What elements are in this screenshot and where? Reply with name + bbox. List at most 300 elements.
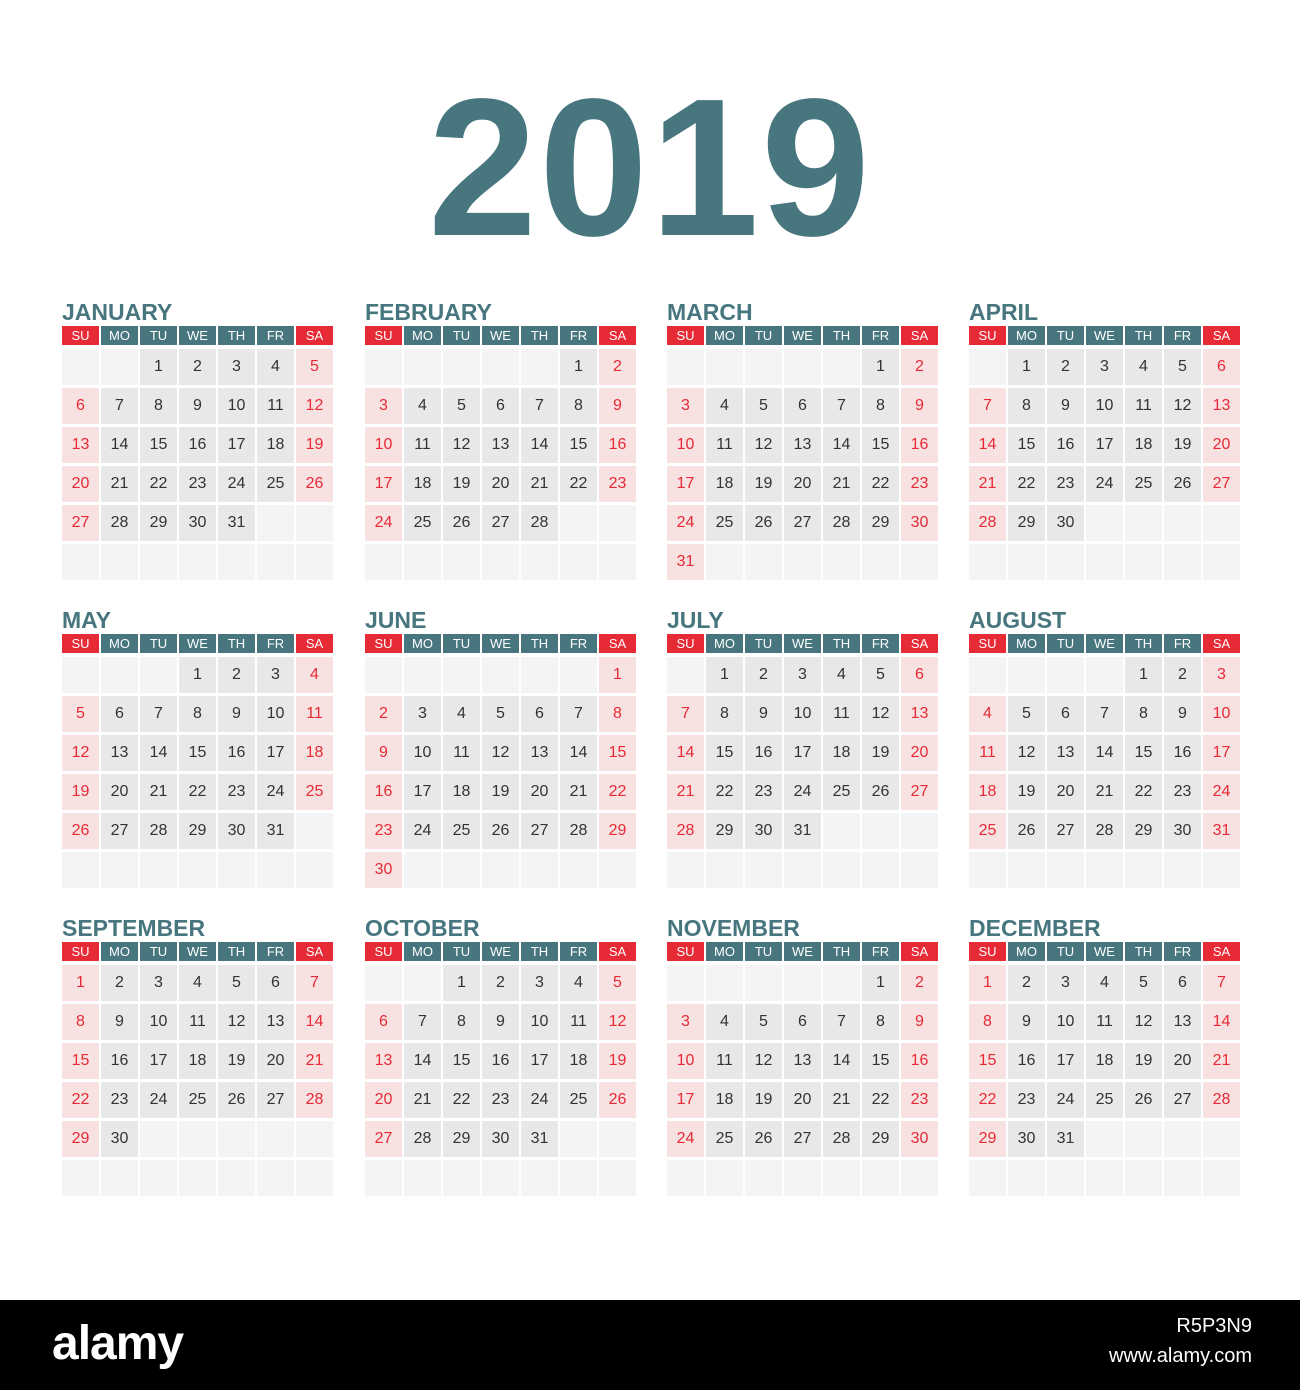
day-cell: 9 (1008, 1004, 1045, 1040)
day-cell: 25 (257, 466, 294, 502)
empty-cell (745, 544, 782, 580)
empty-cell (296, 505, 333, 541)
empty-cell (365, 1160, 402, 1196)
day-cell: 13 (784, 427, 821, 463)
day-cell: 27 (257, 1082, 294, 1118)
weekday-header (62, 634, 332, 653)
empty-cell (706, 852, 743, 888)
day-cell: 10 (1203, 696, 1240, 732)
empty-cell (443, 349, 480, 385)
day-cell: 30 (1008, 1121, 1045, 1157)
weekday-header (365, 634, 635, 653)
day-cell: 29 (862, 505, 899, 541)
day-cell: 22 (560, 466, 597, 502)
empty-cell (784, 544, 821, 580)
day-cell: 13 (784, 1043, 821, 1079)
day-grid (365, 657, 635, 890)
day-cell: 8 (140, 388, 177, 424)
day-cell: 7 (1203, 965, 1240, 1001)
day-cell: 16 (365, 774, 402, 810)
empty-cell (1008, 544, 1045, 580)
day-cell: 9 (901, 1004, 938, 1040)
site-url: www.alamy.com (1109, 1345, 1252, 1367)
day-cell: 25 (404, 505, 441, 541)
day-cell: 6 (62, 388, 99, 424)
day-cell: 3 (667, 1004, 704, 1040)
day-cell: 20 (1047, 774, 1084, 810)
weekday-label: MO (706, 326, 743, 345)
day-cell: 24 (1047, 1082, 1084, 1118)
day-cell: 30 (1164, 813, 1201, 849)
weekday-label: SA (599, 942, 636, 961)
day-grid (969, 965, 1239, 1198)
empty-cell (560, 544, 597, 580)
day-cell: 23 (901, 466, 938, 502)
month-name: FEBRUARY (365, 299, 492, 325)
empty-cell (521, 657, 558, 693)
day-cell: 14 (140, 735, 177, 771)
weekday-label: MO (101, 326, 138, 345)
day-cell: 6 (101, 696, 138, 732)
day-cell: 25 (1125, 466, 1162, 502)
empty-cell (257, 1160, 294, 1196)
weekday-label: FR (862, 326, 899, 345)
weekday-label: WE (1086, 942, 1123, 961)
weekday-label: FR (560, 942, 597, 961)
month-april (969, 298, 1239, 588)
weekday-label: TU (1047, 326, 1084, 345)
weekday-label: TU (745, 634, 782, 653)
day-cell: 10 (404, 735, 441, 771)
empty-cell (599, 1160, 636, 1196)
empty-cell (62, 349, 99, 385)
empty-cell (969, 657, 1006, 693)
day-cell: 25 (706, 505, 743, 541)
day-cell: 22 (1125, 774, 1162, 810)
weekday-label: TU (140, 942, 177, 961)
day-cell: 17 (1047, 1043, 1084, 1079)
empty-cell (140, 657, 177, 693)
day-cell: 7 (404, 1004, 441, 1040)
day-cell: 29 (443, 1121, 480, 1157)
day-grid (365, 965, 635, 1198)
day-cell: 13 (365, 1043, 402, 1079)
day-grid (667, 965, 937, 1198)
weekday-header (365, 942, 635, 961)
day-cell: 16 (745, 735, 782, 771)
day-cell: 28 (1203, 1082, 1240, 1118)
empty-cell (560, 505, 597, 541)
day-cell: 1 (179, 657, 216, 693)
weekday-label: SA (1203, 326, 1240, 345)
weekday-header (667, 634, 937, 653)
weekday-label: MO (101, 942, 138, 961)
day-cell: 15 (969, 1043, 1006, 1079)
day-cell: 3 (140, 965, 177, 1001)
day-cell: 10 (140, 1004, 177, 1040)
day-cell: 21 (521, 466, 558, 502)
weekday-label: TH (521, 634, 558, 653)
day-cell: 25 (296, 774, 333, 810)
month-may (62, 606, 332, 896)
day-cell: 14 (296, 1004, 333, 1040)
day-cell: 3 (1086, 349, 1123, 385)
day-cell: 29 (706, 813, 743, 849)
day-cell: 19 (1125, 1043, 1162, 1079)
day-cell: 8 (1008, 388, 1045, 424)
day-cell: 3 (257, 657, 294, 693)
weekday-header (969, 326, 1239, 345)
day-cell: 20 (1164, 1043, 1201, 1079)
day-cell: 24 (667, 1121, 704, 1157)
day-cell: 17 (218, 427, 255, 463)
weekday-label: MO (404, 942, 441, 961)
day-grid (365, 349, 635, 582)
empty-cell (1047, 1160, 1084, 1196)
month-july (667, 606, 937, 896)
day-cell: 17 (365, 466, 402, 502)
empty-cell (101, 349, 138, 385)
day-cell: 19 (218, 1043, 255, 1079)
day-cell: 8 (862, 388, 899, 424)
weekday-label: SU (365, 942, 402, 961)
weekday-label: MO (706, 634, 743, 653)
weekday-label: WE (179, 326, 216, 345)
day-cell: 18 (706, 466, 743, 502)
day-cell: 17 (140, 1043, 177, 1079)
day-cell: 3 (521, 965, 558, 1001)
weekday-label: FR (560, 634, 597, 653)
day-cell: 24 (365, 505, 402, 541)
day-cell: 26 (482, 813, 519, 849)
day-cell: 27 (521, 813, 558, 849)
brand-logo: alamy (52, 1317, 184, 1370)
day-cell: 7 (140, 696, 177, 732)
day-cell: 25 (1086, 1082, 1123, 1118)
day-cell: 7 (667, 696, 704, 732)
day-cell: 5 (862, 657, 899, 693)
empty-cell (482, 657, 519, 693)
day-cell: 27 (365, 1121, 402, 1157)
day-grid (969, 349, 1239, 582)
month-name: JANUARY (62, 299, 173, 325)
day-cell: 27 (482, 505, 519, 541)
empty-cell (862, 1160, 899, 1196)
weekday-header (667, 326, 937, 345)
day-cell: 26 (296, 466, 333, 502)
day-cell: 13 (101, 735, 138, 771)
day-cell: 29 (1008, 505, 1045, 541)
weekday-label: TH (1125, 634, 1162, 653)
empty-cell (599, 505, 636, 541)
day-cell: 14 (823, 427, 860, 463)
day-cell: 21 (101, 466, 138, 502)
empty-cell (969, 349, 1006, 385)
day-cell: 30 (1047, 505, 1084, 541)
day-cell: 28 (1086, 813, 1123, 849)
weekday-label: WE (1086, 326, 1123, 345)
weekday-label: SA (1203, 942, 1240, 961)
day-cell: 8 (62, 1004, 99, 1040)
day-cell: 24 (140, 1082, 177, 1118)
empty-cell (101, 852, 138, 888)
empty-cell (179, 1121, 216, 1157)
day-cell: 20 (482, 466, 519, 502)
day-cell: 8 (706, 696, 743, 732)
day-cell: 15 (1008, 427, 1045, 463)
month-name: DECEMBER (969, 915, 1101, 941)
day-cell: 9 (482, 1004, 519, 1040)
empty-cell (745, 1160, 782, 1196)
day-grid (667, 657, 937, 890)
empty-cell (179, 544, 216, 580)
weekday-label: WE (1086, 634, 1123, 653)
day-cell: 27 (784, 505, 821, 541)
day-cell: 24 (667, 505, 704, 541)
weekday-label: FR (862, 634, 899, 653)
month-september (62, 914, 332, 1204)
empty-cell (706, 544, 743, 580)
day-cell: 25 (969, 813, 1006, 849)
empty-cell (365, 657, 402, 693)
weekday-label: TU (1047, 942, 1084, 961)
day-cell: 14 (101, 427, 138, 463)
month-name: MAY (62, 607, 111, 633)
day-cell: 13 (901, 696, 938, 732)
month-december (969, 914, 1239, 1204)
day-cell: 10 (218, 388, 255, 424)
empty-cell (521, 349, 558, 385)
day-cell: 17 (1203, 735, 1240, 771)
weekday-label: WE (482, 634, 519, 653)
day-cell: 19 (599, 1043, 636, 1079)
month-name: SEPTEMBER (62, 915, 206, 941)
empty-cell (1086, 1121, 1123, 1157)
day-cell: 9 (745, 696, 782, 732)
day-cell: 25 (706, 1121, 743, 1157)
day-cell: 1 (599, 657, 636, 693)
empty-cell (1086, 1160, 1123, 1196)
day-cell: 9 (218, 696, 255, 732)
weekday-label: WE (482, 326, 519, 345)
day-cell: 5 (599, 965, 636, 1001)
day-cell: 12 (745, 1043, 782, 1079)
day-cell: 4 (823, 657, 860, 693)
weekday-label: TH (218, 634, 255, 653)
empty-cell (404, 657, 441, 693)
empty-cell (296, 544, 333, 580)
day-cell: 14 (1203, 1004, 1240, 1040)
weekday-label: SA (901, 326, 938, 345)
weekday-label: SU (969, 942, 1006, 961)
weekday-label: SU (62, 634, 99, 653)
day-cell: 3 (404, 696, 441, 732)
day-cell: 23 (179, 466, 216, 502)
empty-cell (823, 965, 860, 1001)
day-cell: 1 (443, 965, 480, 1001)
day-cell: 4 (706, 1004, 743, 1040)
empty-cell (140, 1121, 177, 1157)
empty-cell (257, 505, 294, 541)
day-cell: 30 (745, 813, 782, 849)
day-cell: 14 (404, 1043, 441, 1079)
empty-cell (1203, 505, 1240, 541)
day-cell: 23 (599, 466, 636, 502)
empty-cell (969, 544, 1006, 580)
empty-cell (365, 965, 402, 1001)
day-cell: 26 (1125, 1082, 1162, 1118)
empty-cell (404, 349, 441, 385)
empty-cell (218, 1160, 255, 1196)
day-cell: 2 (1047, 349, 1084, 385)
day-cell: 23 (901, 1082, 938, 1118)
weekday-label: WE (179, 634, 216, 653)
day-cell: 2 (179, 349, 216, 385)
empty-cell (901, 813, 938, 849)
month-february (365, 298, 635, 588)
day-cell: 29 (140, 505, 177, 541)
empty-cell (667, 657, 704, 693)
day-cell: 15 (1125, 735, 1162, 771)
day-cell: 1 (862, 965, 899, 1001)
weekday-label: SU (667, 326, 704, 345)
weekday-label: SU (667, 942, 704, 961)
weekday-label: SA (901, 942, 938, 961)
day-cell: 19 (862, 735, 899, 771)
day-cell: 3 (667, 388, 704, 424)
day-cell: 20 (62, 466, 99, 502)
empty-cell (218, 1121, 255, 1157)
empty-cell (404, 544, 441, 580)
weekday-label: MO (101, 634, 138, 653)
empty-cell (823, 1160, 860, 1196)
empty-cell (1086, 505, 1123, 541)
watermark-footer (0, 1300, 1300, 1390)
day-cell: 25 (823, 774, 860, 810)
day-cell: 29 (179, 813, 216, 849)
weekday-label: TU (745, 326, 782, 345)
empty-cell (599, 852, 636, 888)
day-cell: 4 (257, 349, 294, 385)
weekday-label: TH (1125, 326, 1162, 345)
day-cell: 30 (901, 505, 938, 541)
empty-cell (784, 965, 821, 1001)
day-cell: 10 (667, 427, 704, 463)
day-cell: 20 (784, 466, 821, 502)
weekday-label: TH (218, 326, 255, 345)
day-cell: 18 (443, 774, 480, 810)
empty-cell (706, 965, 743, 1001)
day-cell: 10 (1086, 388, 1123, 424)
day-cell: 9 (901, 388, 938, 424)
day-cell: 23 (1047, 466, 1084, 502)
weekday-label: MO (706, 942, 743, 961)
day-cell: 1 (862, 349, 899, 385)
day-cell: 20 (901, 735, 938, 771)
day-cell: 7 (969, 388, 1006, 424)
day-cell: 11 (1125, 388, 1162, 424)
day-cell: 21 (296, 1043, 333, 1079)
empty-cell (1203, 1160, 1240, 1196)
day-cell: 7 (823, 388, 860, 424)
day-cell: 10 (1047, 1004, 1084, 1040)
day-cell: 11 (296, 696, 333, 732)
day-cell: 11 (560, 1004, 597, 1040)
day-cell: 10 (365, 427, 402, 463)
empty-cell (706, 349, 743, 385)
day-cell: 19 (745, 1082, 782, 1118)
day-cell: 11 (443, 735, 480, 771)
empty-cell (1047, 852, 1084, 888)
weekday-label: WE (784, 326, 821, 345)
day-cell: 23 (365, 813, 402, 849)
day-cell: 13 (1047, 735, 1084, 771)
day-cell: 16 (901, 427, 938, 463)
day-cell: 6 (901, 657, 938, 693)
day-cell: 6 (784, 1004, 821, 1040)
day-cell: 14 (560, 735, 597, 771)
weekday-label: SA (296, 634, 333, 653)
empty-cell (1125, 1121, 1162, 1157)
weekday-label: TU (140, 326, 177, 345)
day-cell: 16 (482, 1043, 519, 1079)
day-cell: 13 (257, 1004, 294, 1040)
day-cell: 21 (1086, 774, 1123, 810)
month-october (365, 914, 635, 1204)
day-cell: 17 (404, 774, 441, 810)
weekday-label: WE (784, 634, 821, 653)
weekday-header (969, 942, 1239, 961)
empty-cell (521, 852, 558, 888)
day-cell: 16 (101, 1043, 138, 1079)
day-cell: 16 (1047, 427, 1084, 463)
day-cell: 28 (560, 813, 597, 849)
empty-cell (101, 657, 138, 693)
day-cell: 15 (706, 735, 743, 771)
day-cell: 8 (179, 696, 216, 732)
day-cell: 19 (1008, 774, 1045, 810)
day-cell: 12 (218, 1004, 255, 1040)
empty-cell (745, 852, 782, 888)
day-cell: 5 (1164, 349, 1201, 385)
day-cell: 22 (706, 774, 743, 810)
day-cell: 5 (745, 1004, 782, 1040)
day-cell: 24 (1086, 466, 1123, 502)
empty-cell (1125, 544, 1162, 580)
day-grid (667, 349, 937, 582)
empty-cell (745, 349, 782, 385)
day-cell: 27 (1047, 813, 1084, 849)
weekday-label: TH (218, 942, 255, 961)
day-cell: 8 (560, 388, 597, 424)
day-cell: 4 (179, 965, 216, 1001)
empty-cell (101, 544, 138, 580)
day-cell: 3 (218, 349, 255, 385)
weekday-label: FR (1164, 326, 1201, 345)
weekday-label: FR (257, 326, 294, 345)
day-cell: 21 (404, 1082, 441, 1118)
day-cell: 21 (969, 466, 1006, 502)
day-cell: 19 (62, 774, 99, 810)
day-cell: 21 (140, 774, 177, 810)
day-cell: 28 (404, 1121, 441, 1157)
day-cell: 16 (179, 427, 216, 463)
day-cell: 14 (969, 427, 1006, 463)
empty-cell (745, 965, 782, 1001)
day-cell: 9 (101, 1004, 138, 1040)
empty-cell (1164, 852, 1201, 888)
day-cell: 27 (101, 813, 138, 849)
